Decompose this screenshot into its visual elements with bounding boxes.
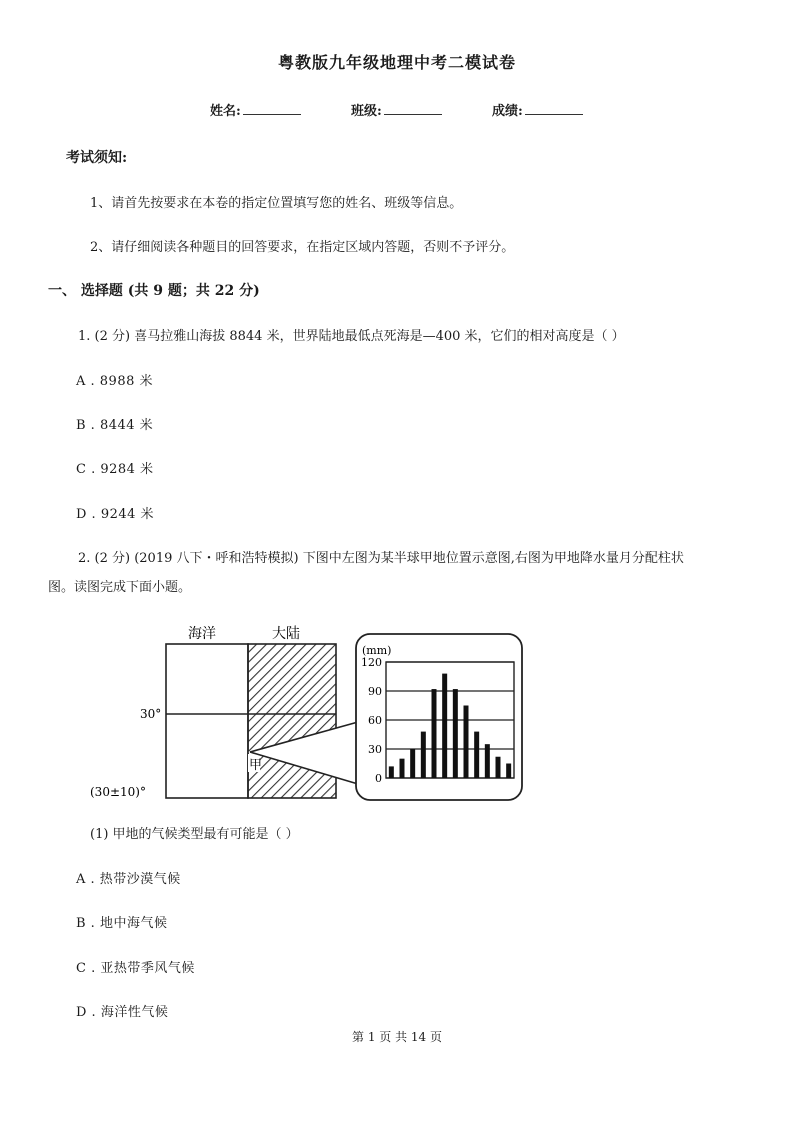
jia-label: 甲 — [249, 758, 263, 773]
q2-stem-line1: 2. (2 分) (2019 八下・呼和浩特模拟) 下图中左图为某半球甲地位置示意图,右图为甲地降水量月分配柱状 — [78, 551, 684, 566]
precip-bar — [389, 766, 394, 778]
score-label: 成绩: — [492, 104, 523, 119]
section-heading: 一、 选择题 (共 9 题；共 22 分) — [48, 283, 260, 299]
y-tick-label: 0 — [375, 772, 382, 785]
lat-30-label: 30° — [140, 707, 162, 721]
q1-option-d[interactable]: D . 9244 米 — [76, 507, 155, 522]
score-field[interactable] — [492, 100, 583, 119]
q2-option-c[interactable]: C . 亚热带季风气候 — [76, 961, 195, 976]
score-blank[interactable] — [525, 102, 583, 115]
q2-option-d[interactable]: D . 海洋性气候 — [76, 1005, 169, 1020]
precip-bar — [464, 706, 469, 779]
precip-bar — [474, 732, 479, 778]
ocean-label: 海洋 — [188, 626, 216, 642]
notice-item-2: 2、请仔细阅读各种题目的回答要求，在指定区域内答题，否则不予评分。 — [90, 240, 515, 255]
lat-range-label: (30±10)° — [90, 785, 146, 799]
precip-bar — [410, 749, 415, 778]
notice-heading: 考试须知: — [66, 150, 128, 166]
q1-option-c[interactable]: C . 9284 米 — [76, 462, 154, 477]
q1-stem: 1. (2 分) 喜马拉雅山海拔 8844 米，世界陆地最低点死海是—400 米，它们的相对高度是（ ） — [78, 329, 625, 344]
q1-option-b[interactable]: B . 8444 米 — [76, 418, 154, 433]
class-blank[interactable] — [384, 102, 442, 115]
y-tick-label: 90 — [368, 685, 382, 698]
chart-ylabel: (mm) — [362, 644, 392, 657]
precip-bar — [485, 744, 490, 778]
precip-bar — [432, 689, 437, 778]
precip-bar — [453, 689, 458, 778]
precip-bar — [400, 759, 405, 778]
y-tick-label: 30 — [368, 743, 382, 756]
land-area — [248, 644, 336, 798]
q2-stem-line2: 图。读图完成下面小题。 — [48, 580, 192, 595]
page-footer: 第 1 页 共 14 页 — [352, 1030, 442, 1044]
precip-bar — [506, 764, 511, 779]
name-blank[interactable] — [243, 102, 301, 115]
page-title: 粤教版九年级地理中考二模试卷 — [277, 53, 516, 72]
class-label: 班级: — [351, 104, 382, 119]
land-label: 大陆 — [272, 626, 300, 642]
q1-option-a[interactable]: A . 8988 米 — [76, 374, 154, 389]
location-diagram — [90, 625, 358, 799]
name-field[interactable] — [210, 100, 301, 119]
name-label: 姓名: — [210, 104, 241, 119]
notice-item-1: 1、请首先按要求在本卷的指定位置填写您的姓名、班级等信息。 — [90, 196, 463, 211]
precip-bar — [442, 674, 447, 778]
q2-option-a[interactable]: A . 热带沙漠气候 — [76, 872, 181, 887]
y-tick-label: 60 — [368, 714, 382, 727]
q2-option-b[interactable]: B . 地中海气候 — [76, 916, 168, 931]
y-tick-label: 120 — [361, 656, 382, 669]
precip-bar — [421, 732, 426, 778]
q2-figure — [90, 612, 530, 808]
class-field[interactable] — [351, 100, 442, 119]
precip-bar — [496, 757, 501, 778]
ocean-area — [166, 644, 248, 798]
q2-sub1-stem: (1) 甲地的气候类型最有可能是（ ） — [90, 827, 299, 842]
